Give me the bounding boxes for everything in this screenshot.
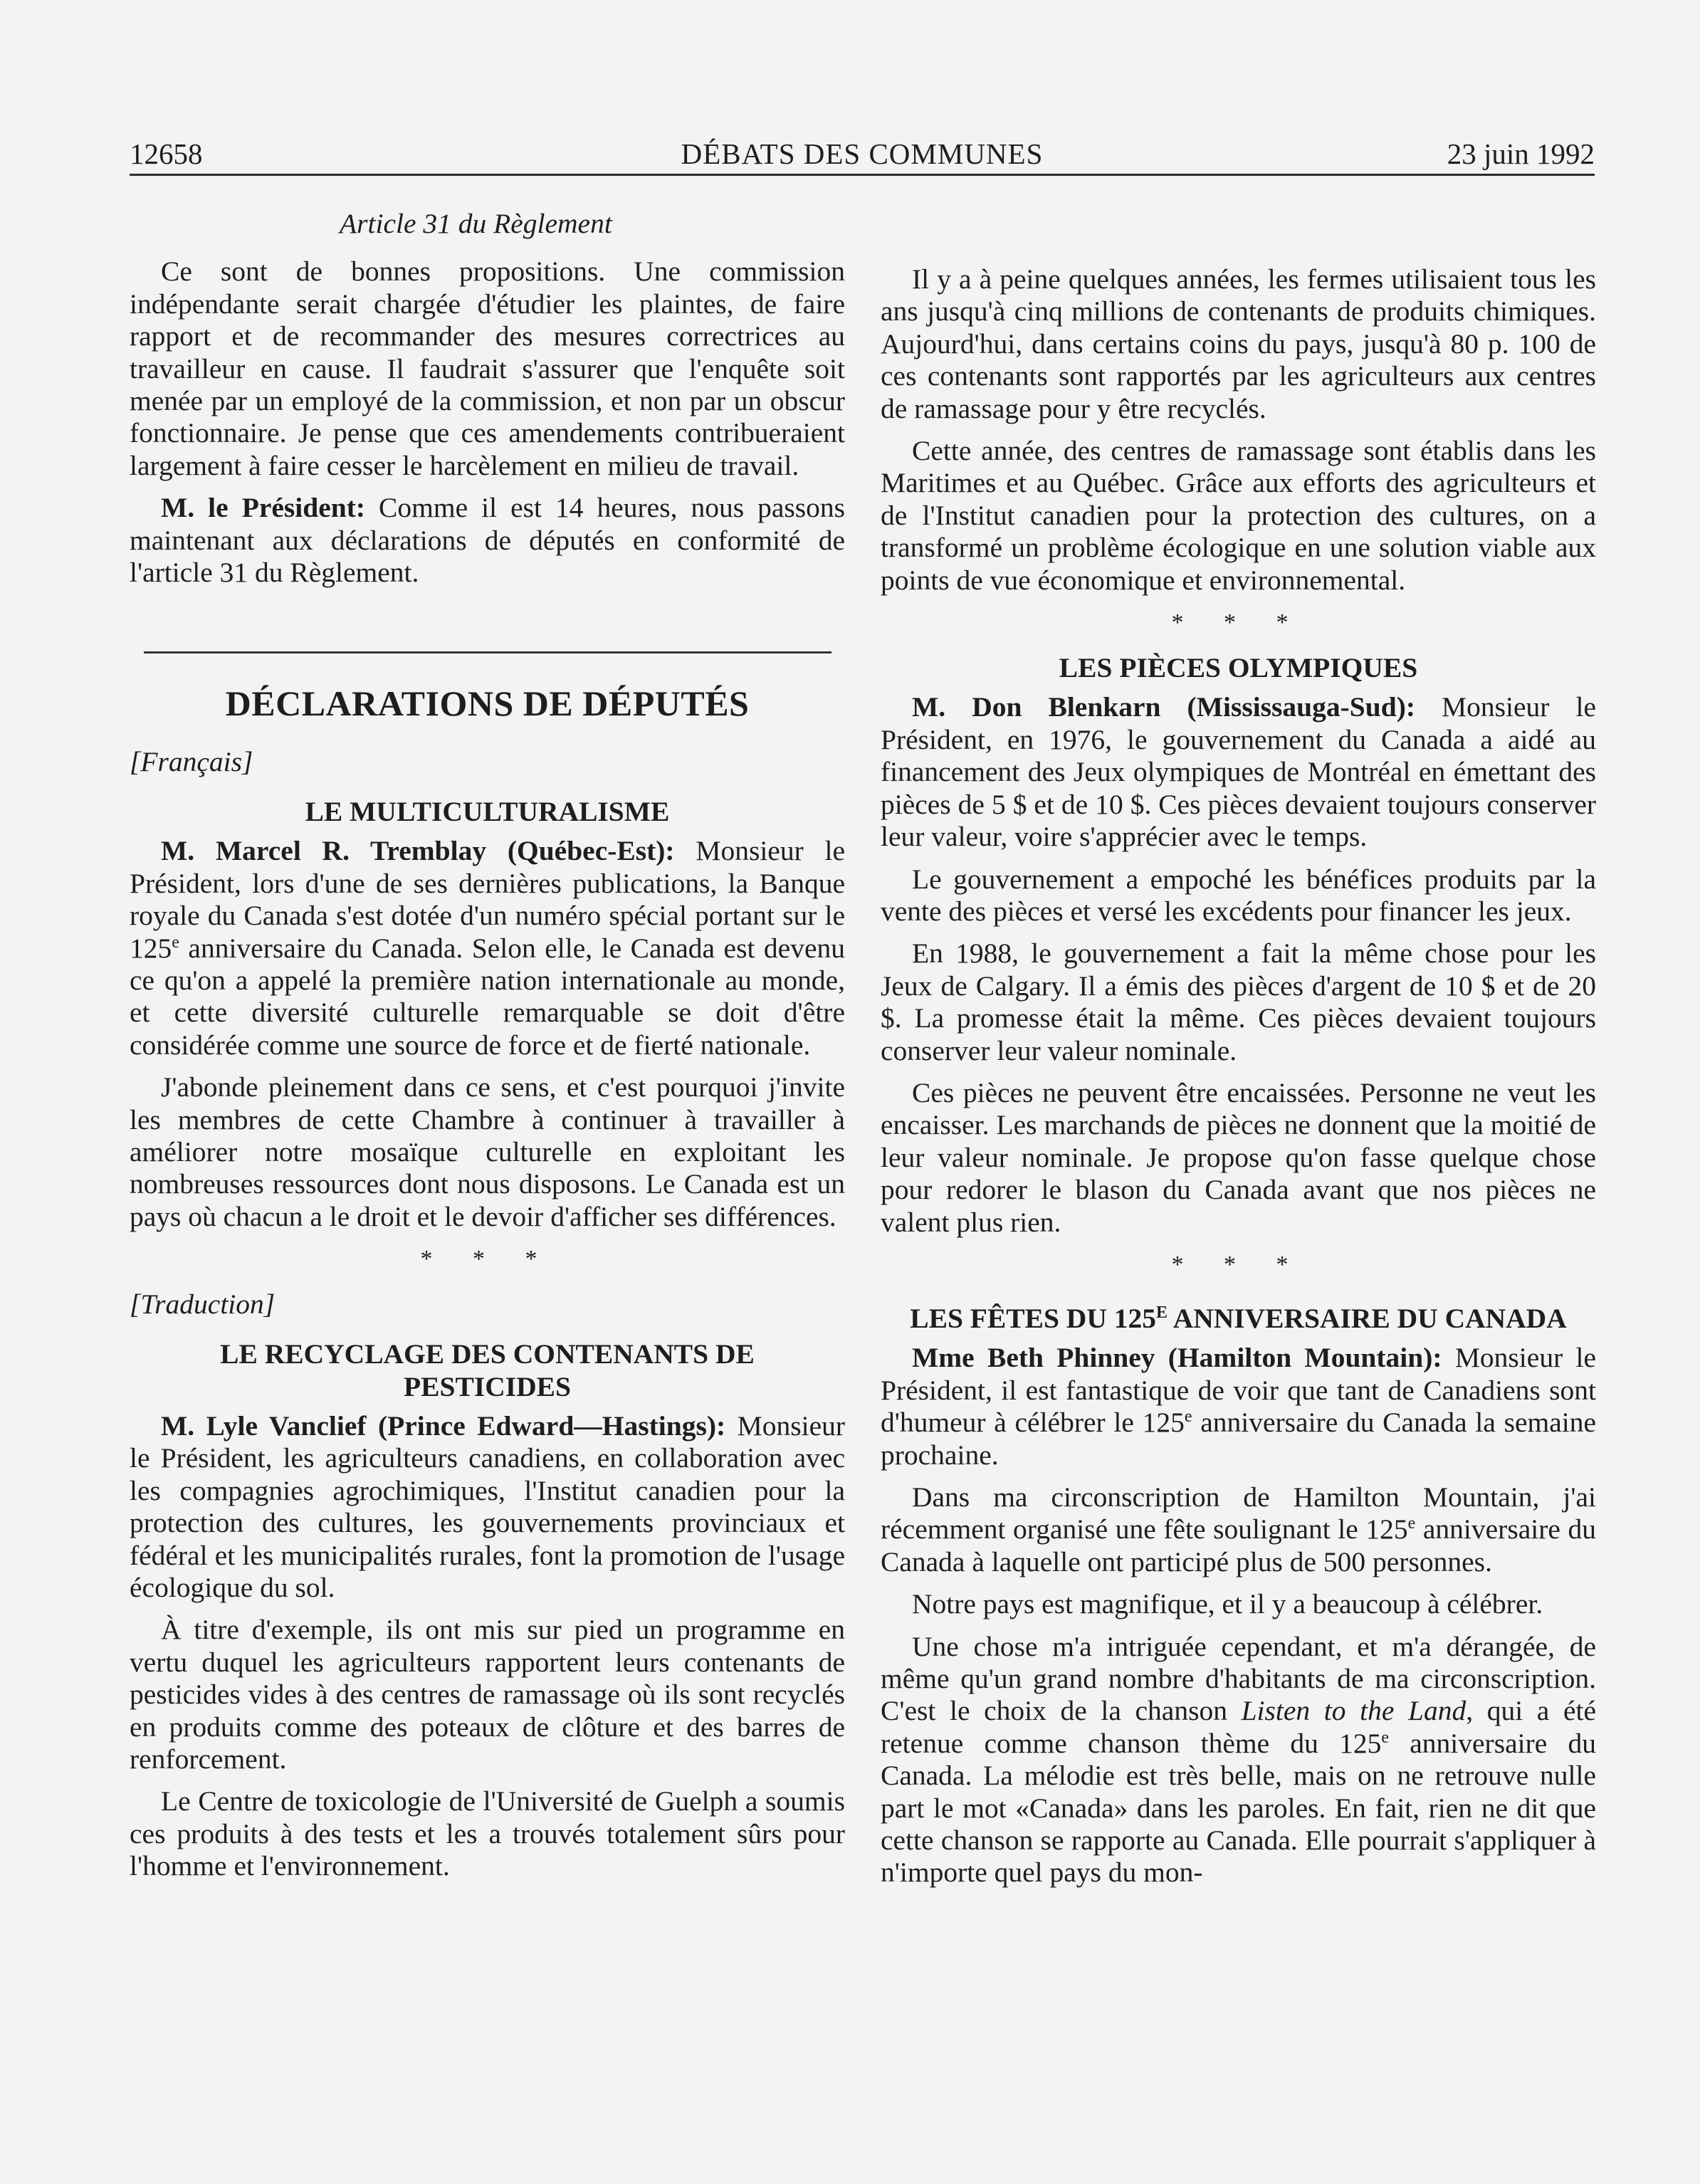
- speaker-name: M. Lyle Vanclief (Prince Edward—Hastings):: [161, 1409, 726, 1442]
- right-column: [881, 263, 1596, 1889]
- paragraph: M. Marcel R. Tremblay (Québec-Est): Monsieur le Président, lors d'une de ses dernières publications, la Banque royale du Canada s'est dotée d'un numéro spécial portant sur le 125e anniversaire du Canada. Selon elle, le Canada est devenu ce qu'on a appelé la première nation internationale au monde, et cette diversité culturelle remarquable se doit d'être considérée comme une source de force et de fierté nationale.: [130, 835, 845, 1061]
- speaker-name: M. Don Blenkarn (Mississauga-Sud):: [912, 691, 1415, 723]
- paragraph: Cette année, des centres de ramassage sont établis dans les Maritimes et au Québec. Grâce aux efforts des agriculteurs et de l'Institut canadien pour la protection des cultures, on a transformé un problème écologique en une solution viable aux points de vue économique et environnemental.: [881, 435, 1596, 596]
- statement-heading: LES PIÈCES OLYMPIQUES: [1059, 652, 1418, 684]
- paragraph: Mme Beth Phinney (Hamilton Mountain): Monsieur le Président, il est fantastique de voir que tant de Canadiens sont d'humeur à célébrer le 125e anniversaire du Canada la semaine prochaine.: [881, 1342, 1596, 1471]
- page-header: [130, 132, 1595, 176]
- separator-stars: * * *: [1171, 609, 1306, 636]
- separator-stars: * * *: [420, 1246, 555, 1273]
- paragraph: [130, 492, 845, 589]
- journal-title: DÉBATS DES COMMUNES: [681, 137, 1044, 170]
- paragraph: J'abonde pleinement dans ce sens, et c'est pourquoi j'invite les membres de cette Chambre à continuer à travailler à améliorer notre mosaïque culturelle en exploitant les nombreuses ressources dont nous disposons. Le Canada est un pays où chacun a le droit et le devoir d'afficher ses différences.: [130, 1071, 845, 1232]
- language-note: [Français]: [130, 745, 253, 777]
- paragraph: En 1988, le gouvernement a fait la même chose pour les Jeux de Calgary. Il a émis des pièces d'argent de 10 $ et de 20 $. La promesse était la même. Ces pièces devaient toujours conserver leur valeur nominale.: [881, 938, 1596, 1066]
- paragraph: Une chose m'a intriguée cependant, et m'a dérangée, de même qu'un grand nombre d'habitants de ma circonscription. C'est le choix de la chanson Listen to the Land, qui a été retenue comme chanson thème du 125e anniversaire du Canada. La mélodie est très belle, mais on ne retrouve nulle part le mot «Canada» dans les paroles. En fait, rien ne dit que cette chanson se rapporte au Canada. Elle pourrait s'appliquer à n'importe quel pays du mon-: [881, 1630, 1596, 1889]
- speaker-name: M. le Président:: [161, 492, 366, 524]
- paragraph: Le Centre de toxicologie de l'Université de Guelph a soumis ces produits à des tests et les a trouvés totalement sûrs pour l'homme et l'environnement.: [130, 1785, 845, 1882]
- section-title: DÉCLARATIONS DE DÉPUTÉS: [225, 683, 750, 724]
- statement-heading: LE RECYCLAGE DES CONTENANTS DE PESTICIDES: [220, 1338, 755, 1402]
- speech-text: Comme il est 14 heures, nous passons maintenant aux déclarations de députés en conformité de l'article 31 du Règlement.: [130, 492, 846, 589]
- statement-heading: LE MULTICULTURALISME: [305, 796, 670, 828]
- issue-date: 23 juin 1992: [1447, 137, 1595, 170]
- paragraph: M. Don Blenkarn (Mississauga-Sud): Monsieur le Président, en 1976, le gouvernement du Canada a aidé au financement des Jeux olympiques de Montréal en émettant des pièces de 5 $ et de 10 $. Ces pièces devaient toujours conserver leur valeur, voire s'apprécier avec le temps.: [881, 691, 1596, 853]
- paragraph: M. Lyle Vanclief (Prince Edward—Hastings): Monsieur le Président, les agriculteurs canadiens, en collaboration avec les compagnies agrochimiques, l'Institut canadien pour la protection des cultures, les gouvernements provinciaux et fédéral et les municipalités rurales, font la promotion de l'usage écologique du sol.: [130, 1409, 846, 1603]
- paragraph: Ces pièces ne peuvent être encaissées. Personne ne veut les encaisser. Les marchands de pièces ne donnent que la moitié de leur valeur nominale. Je propose qu'on fasse quelque chose pour redorer le blason du Canada avant que nos pièces ne valent plus rien.: [881, 1076, 1596, 1238]
- paragraph: Ce sont de bonnes propositions. Une commission indépendante serait chargée d'étudier les plaintes, de faire rapport et de recommander des mesures correctrices au travailleur en cause. Il faudrait s'assurer que l'enquête soit menée par un employé de la commission, et non par un obscur fonctionnaire. Je pense que ces amendements contribueraient largement à faire cesser le harcèlement en milieu de travail.: [130, 256, 845, 481]
- language-note: [Traduction]: [130, 1288, 276, 1320]
- paragraph: Le gouvernement a empoché les bénéfices produits par la vente des pièces et versé les excédents pour financer les jeux.: [881, 863, 1596, 927]
- speaker-name: Mme Beth Phinney (Hamilton Mountain):: [912, 1342, 1442, 1374]
- page-number: 12658: [130, 137, 203, 170]
- paragraph: Dans ma circonscription de Hamilton Mountain, j'ai récemment organisé une fête soulignant le 125e anniversaire du Canada à laquelle ont participé plus de 500 personnes.: [881, 1481, 1596, 1577]
- separator-stars: * * *: [1171, 1251, 1306, 1278]
- song-title: Listen to the Land: [1241, 1695, 1466, 1727]
- section-divider: [144, 651, 831, 653]
- statement-heading: LES FÊTES DU $125^E$ ANNIVERSAIRE DU CANADA: [910, 1303, 1567, 1335]
- paragraph: Notre pays est magnifique, et il y a beaucoup à célébrer.: [912, 1588, 1543, 1620]
- paragraph: Il y a à peine quelques années, les fermes utilisaient tous les ans jusqu'à cinq millions de contenants de produits chimiques. Aujourd'hui, dans certains coins du pays, jusqu'à 80 p. 100 de ces contenants sont rapportés par les agriculteurs aux centres de ramassage pour y être recyclés.: [881, 263, 1596, 424]
- paragraph: À titre d'exemple, ils ont mis sur pied un programme en vertu duquel les agriculteurs rapportent leurs contenants de pesticides vides à des centres de ramassage où ils sont recyclés en produits comme des poteaux de clôture et des barres de renforcement.: [130, 1614, 845, 1775]
- speaker-name: M. Marcel R. Tremblay (Québec-Est):: [161, 835, 675, 867]
- left-column: [130, 208, 845, 1883]
- rubric: Article 31 du Règlement: [340, 208, 612, 239]
